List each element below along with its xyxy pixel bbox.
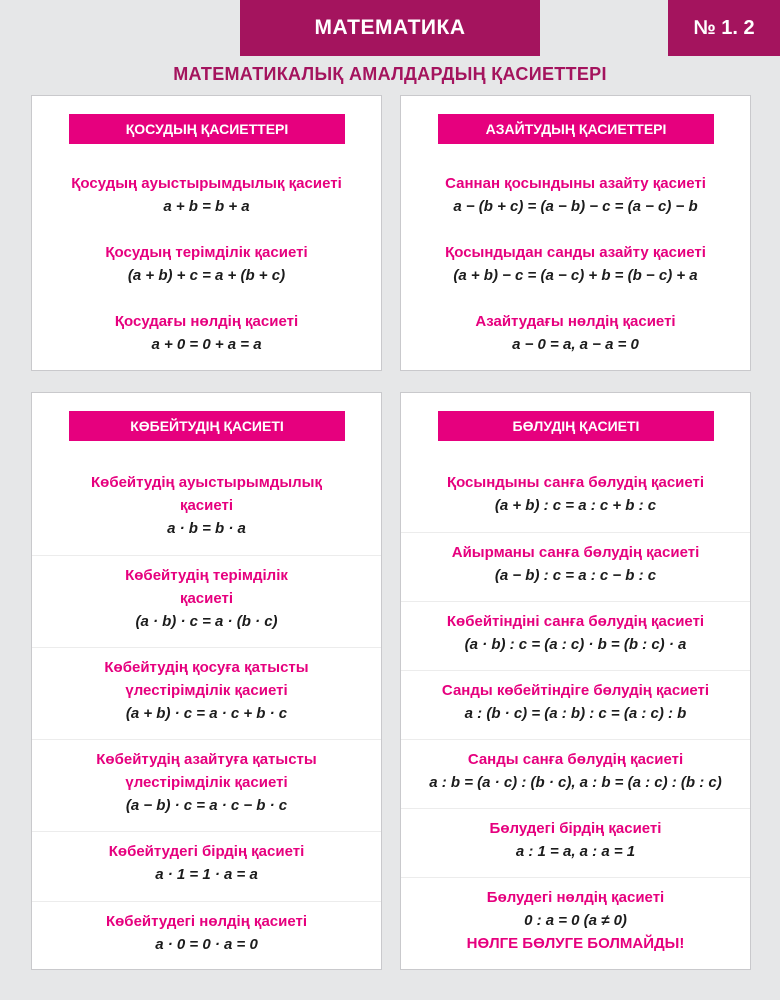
property-formula: a · b = b · a [167,520,246,537]
property-formula: (a · b) : c = (a : c) · b = (b : c) · a [464,636,687,653]
property-item [401,877,750,969]
property-formula: (a − b) · c = a · c − b · c [125,797,288,814]
addition-heading: ҚОСУДЫҢ ҚАСИЕТТЕРІ [69,114,345,144]
property-title: Айырманы санға бөлудің қасиеті [451,544,700,561]
property-title: Қосындыдан санды азайту қасиеті [445,244,706,261]
property-formula: (a + b) + c = a + (b + c) [127,267,286,284]
property-formula: a : 1 = a, a : a = 1 [515,843,636,860]
property-item [401,310,750,356]
property-item [32,901,381,971]
property-item [401,808,750,877]
property-item [401,532,750,601]
property-title: Саннан қосындыны азайту қасиеті [445,175,706,192]
property-formula: (a · b) · c = a · (b · c) [135,613,278,630]
property-item [401,601,750,670]
property-formula: a · 0 = 0 · a = 0 [155,936,258,953]
property-formula: (a + b) · c = a · c + b · c [125,705,288,722]
property-item [401,241,750,310]
property-title: қасиеті [179,497,234,514]
property-title: Бөлудегі нөлдің қасиеті [486,889,665,906]
property-title: Қосудың терімділік қасиеті [105,244,308,261]
page-title: МАТЕМАТИКАЛЫҚ АМАЛДАРДЫҢ ҚАСИЕТТЕРІ [173,64,607,84]
property-formula: (a − b) : c = a : c − b : c [494,567,657,584]
property-title: үлестірімділік қасиеті [125,774,288,791]
property-title: Санды санға бөлудің қасиеті [467,751,684,768]
property-formula: a − (b + c) = (a − b) − c = (a − c) − b [453,198,698,215]
property-item [32,241,381,310]
property-formula: a : (b · c) = (a : b) : c = (a : c) : b [464,705,687,722]
property-title: Бөлудегі бірдің қасиеті [489,820,662,837]
property-title: Көбейтудің ауыстырымдылық [91,474,322,491]
property-title: үлестірімділік қасиеті [125,682,288,699]
division-by-zero-note: НӨЛГЕ БӨЛУГЕ БОЛМАЙДЫ! [466,935,685,952]
property-item [401,670,750,739]
property-item [32,831,381,901]
subtraction-panel [400,95,751,371]
property-title: Қосудағы нөлдің қасиеті [114,313,299,330]
property-title: Көбейтудің азайтуға қатысты [96,751,317,768]
property-formula: (a + b) : c = a : c + b : c [494,497,657,514]
property-title: қасиеті [179,590,234,607]
page-number-badge: № 1. 2 [668,0,780,56]
property-title: Қосудың ауыстырымдылық қасиеті [71,175,342,192]
division-panel [400,392,751,970]
property-title: Көбейтудегі бірдің қасиеті [108,843,305,860]
multiplication-heading: КӨБЕЙТУДІҢ ҚАСИЕТІ [69,411,345,441]
property-title: Азайтудағы нөлдің қасиеті [475,313,676,330]
property-item [32,310,381,356]
property-item [401,739,750,808]
property-formula: (a + b) − c = (a − c) + b = (b − c) + a [453,267,698,284]
property-formula: 0 : a = 0 (a ≠ 0) [524,912,627,929]
property-title: Санды көбейтіндіге бөлудің қасиеті [441,682,710,699]
property-item [32,739,381,831]
property-item [32,172,381,241]
property-title: Көбейтудің терімділік [125,567,288,584]
multiplication-panel [31,392,382,970]
property-title: Көбейтудің қосуға қатысты [104,659,309,676]
subject-header: МАТЕМАТИКА [240,0,540,56]
property-title: Көбейтудегі нөлдің қасиеті [105,913,308,930]
property-item [401,172,750,241]
property-item [401,463,750,532]
property-item [32,463,381,555]
property-item [32,555,381,647]
property-title: Қосындыны санға бөлудің қасиеті [446,474,705,491]
property-formula: a · 1 = 1 · a = a [155,866,258,883]
property-formula: a − 0 = a, a − a = 0 [512,336,639,353]
subtraction-heading: АЗАЙТУДЫҢ ҚАСИЕТТЕРІ [438,114,714,144]
property-formula: a + b = b + a [163,198,250,215]
property-formula: a : b = (a · c) : (b · c), a : b = (a : c) : (b : c) [429,774,722,791]
division-heading: БӨЛУДІҢ ҚАСИЕТІ [438,411,714,441]
property-title: Көбейтіндіні санға бөлудің қасиеті [446,613,705,630]
property-item [32,647,381,739]
property-formula: a + 0 = 0 + a = a [151,336,262,353]
addition-panel [31,95,382,371]
